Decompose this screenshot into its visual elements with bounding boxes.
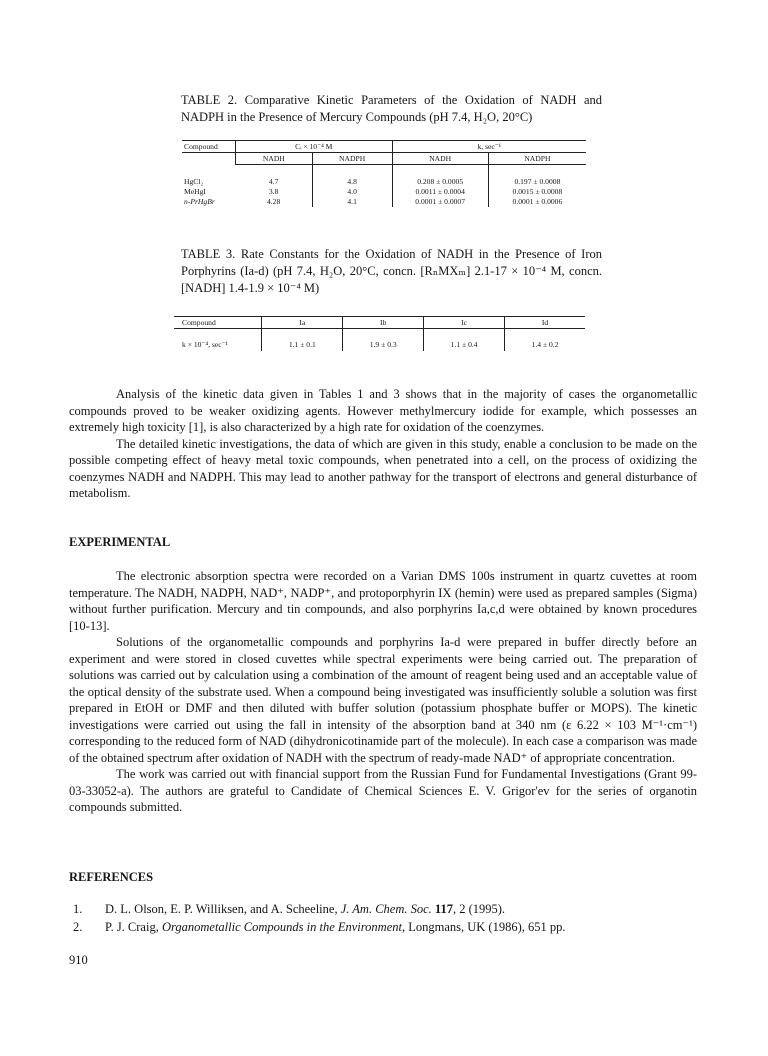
t2-gap-cell	[182, 165, 236, 178]
table-row	[182, 197, 586, 207]
t2-ci-nadph: 4.0	[312, 187, 392, 197]
experimental-section	[69, 568, 697, 816]
table3-caption: TABLE 3. Rate Constants for the Oxidation of NADH in the Presence of Iron Porphyrins (Ia-d) (pH 7.4, H₂O, 20°C, concn. [RₙMXₘ] 2.1-17 × 10⁻⁴ M, concn. [NADH] 1.4-1.9 × 10⁻⁴ M)	[181, 247, 602, 295]
t2-header-ci: Cᵢ × 10⁻⁴ M	[236, 141, 392, 153]
t2-sub-nadh-k: NADH	[392, 153, 488, 165]
t2-sub-nadph-k: NADPH	[488, 153, 586, 165]
t3-gap-cell	[505, 329, 585, 340]
reference-book-title: Organometallic Compounds in the Environment	[161, 920, 402, 934]
reference-number: 2.	[73, 920, 83, 934]
t3-value-ic: 1.1 ± 0.4	[424, 339, 505, 351]
reference-list	[69, 900, 709, 936]
t3-gap-cell	[262, 329, 343, 340]
t2-sub-nadh-ci: NADH	[236, 153, 313, 165]
t2-k-nadph: 0.0015 ± 0.0008	[512, 187, 563, 196]
t3-value-ia: 1.1 ± 0.1	[262, 339, 343, 351]
t2-compound: HgCl₂	[184, 177, 204, 186]
t2-sub-nadph-ci: NADPH	[312, 153, 392, 165]
t2-ci-nadh: 4.28	[236, 197, 313, 207]
t3-header-ic: Ic	[424, 317, 505, 329]
reference-details: , 2 (1995).	[452, 902, 506, 916]
experimental-paragraph-1: The electronic absorption spectra were recorded on a Varian DMS 100s instrument in quartz cuvettes at room temperature. The NADH, NADPH, NAD⁺, NADP⁺, and protoporphyrin IX (hemin) were used as prepared samples (Sigma) without further purification. Mercury and tin compounds, and also porphyrins Ia,c,d were obtained by known procedures [10-13].	[69, 569, 697, 633]
discussion-paragraph-1: Analysis of the kinetic data given in Tables 1 and 3 shows that in the majority of cases the organometallic compounds proved to be weaker oxidizing agents. However methylmercury iodide for example, which possesses an extremely high toxicity [1], is also characterized by a high rate for oxidation of the coenzymes.	[69, 387, 697, 434]
reference-authors: P. J. Craig,	[105, 920, 162, 934]
table-row	[174, 339, 585, 351]
experimental-paragraph-2: Solutions of the organometallic compounds and porphyrins Ia-d were prepared in buffer directly before an experiment and were stored in closed cuvettes while spectral experiments were being carried out. The preparation of solutions was carried out by calculation using a combination of the amount of reagent being used and an acceptable value of the optical density of the substrate used. When a compound being investigated was insufficiently soluble a solution was first prepared in EtOH or DMF and then diluted with buffer solution (potassium phosphate buffer or MOPS). The kinetic investigations were carried out using the fall in intensity of the absorption band at 340 nm (ε 6.22 × 103 M⁻¹·cm⁻¹) corresponding to the reduced form of NAD (dihydronicotinamide part of the molecule). In each case a comparison was made of the obtained spectrum after oxidation of NADH with the spectrum of ready-made NAD⁺ of appropriate concentration.	[69, 635, 697, 765]
t3-value-ib: 1.9 ± 0.3	[343, 339, 424, 351]
reference-text	[105, 918, 566, 936]
list-item	[69, 900, 709, 918]
t3-gap-cell	[174, 329, 262, 340]
t2-gap-cell	[488, 165, 586, 178]
experimental-heading: EXPERIMENTAL	[69, 535, 171, 549]
t2-k-nadh: 0.0001 ± 0.0007	[392, 197, 488, 207]
t2-header-blank	[182, 153, 236, 165]
table2	[182, 140, 586, 207]
t2-compound: n-PrHgBr	[184, 197, 215, 206]
reference-text	[105, 900, 505, 918]
t2-gap-cell	[312, 165, 392, 178]
t3-header-ia: Ia	[262, 317, 343, 329]
references-heading: REFERENCES	[69, 870, 154, 884]
t3-header-id: Id	[505, 317, 585, 329]
reference-volume: 117	[434, 902, 453, 916]
t2-k-nadph: 0.197 ± 0.0008	[514, 177, 561, 186]
t3-gap-cell	[424, 329, 505, 340]
t3-header-ib: Ib	[343, 317, 424, 329]
t2-header-compound: Compound	[182, 141, 236, 153]
t2-gap-cell	[392, 165, 488, 178]
t3-value-id: 1.4 ± 0.2	[531, 340, 559, 349]
table2-caption: TABLE 2. Comparative Kinetic Parameters of the Oxidation of NADH and NADPH in the Presence of Mercury Compounds (pH 7.4, H₂O, 20°C)	[181, 93, 602, 124]
t3-row-label: k × 10⁻⁴, sec⁻¹	[174, 339, 262, 351]
t2-header-k: k, sec⁻¹	[392, 141, 586, 153]
t3-gap-cell	[343, 329, 424, 340]
t2-k-nadh: 0.0011 ± 0.0004	[392, 187, 488, 197]
table3	[174, 316, 585, 351]
experimental-paragraph-3: The work was carried out with financial support from the Russian Fund for Fundamental Investigations (Grant 99-03-33052-a). The authors are grateful to Candidate of Chemical Sciences E. V. Grigor'ev for the series of organotin compounds submitted.	[69, 767, 697, 814]
t2-ci-nadph: 4.8	[312, 177, 392, 187]
discussion-section	[69, 386, 697, 502]
table-row	[182, 187, 586, 197]
page-number: 910	[69, 953, 88, 967]
t2-ci-nadh: 3.8	[236, 187, 313, 197]
t2-ci-nadph: 4.1	[312, 197, 392, 207]
list-item	[69, 918, 709, 936]
t2-k-nadh: 0.208 ± 0.0005	[392, 177, 488, 187]
t2-gap-cell	[236, 165, 313, 178]
t2-compound: MeHgI	[184, 187, 206, 196]
discussion-paragraph-2: The detailed kinetic investigations, the data of which are given in this study, enable a conclusion to be made on the possible competing effect of heavy metal toxic compounds, when penetrated into a cell, on the process of oxidizing the coenzymes NADH and NADPH. This may lead to another pathway for the transport of electrons and general disturbance of metabolism.	[69, 436, 697, 500]
t3-header-compound: Compound	[174, 317, 262, 329]
table-row	[182, 177, 586, 187]
t2-ci-nadh: 4.7	[236, 177, 313, 187]
t2-k-nadph: 0.0001 ± 0.0006	[512, 197, 563, 206]
reference-journal: J. Am. Chem. Soc.	[340, 902, 432, 916]
reference-details: , Longmans, UK (1986), 651 pp.	[401, 920, 566, 934]
reference-authors: D. L. Olson, E. P. Williksen, and A. Scheeline,	[105, 902, 341, 916]
reference-number: 1.	[73, 902, 83, 916]
